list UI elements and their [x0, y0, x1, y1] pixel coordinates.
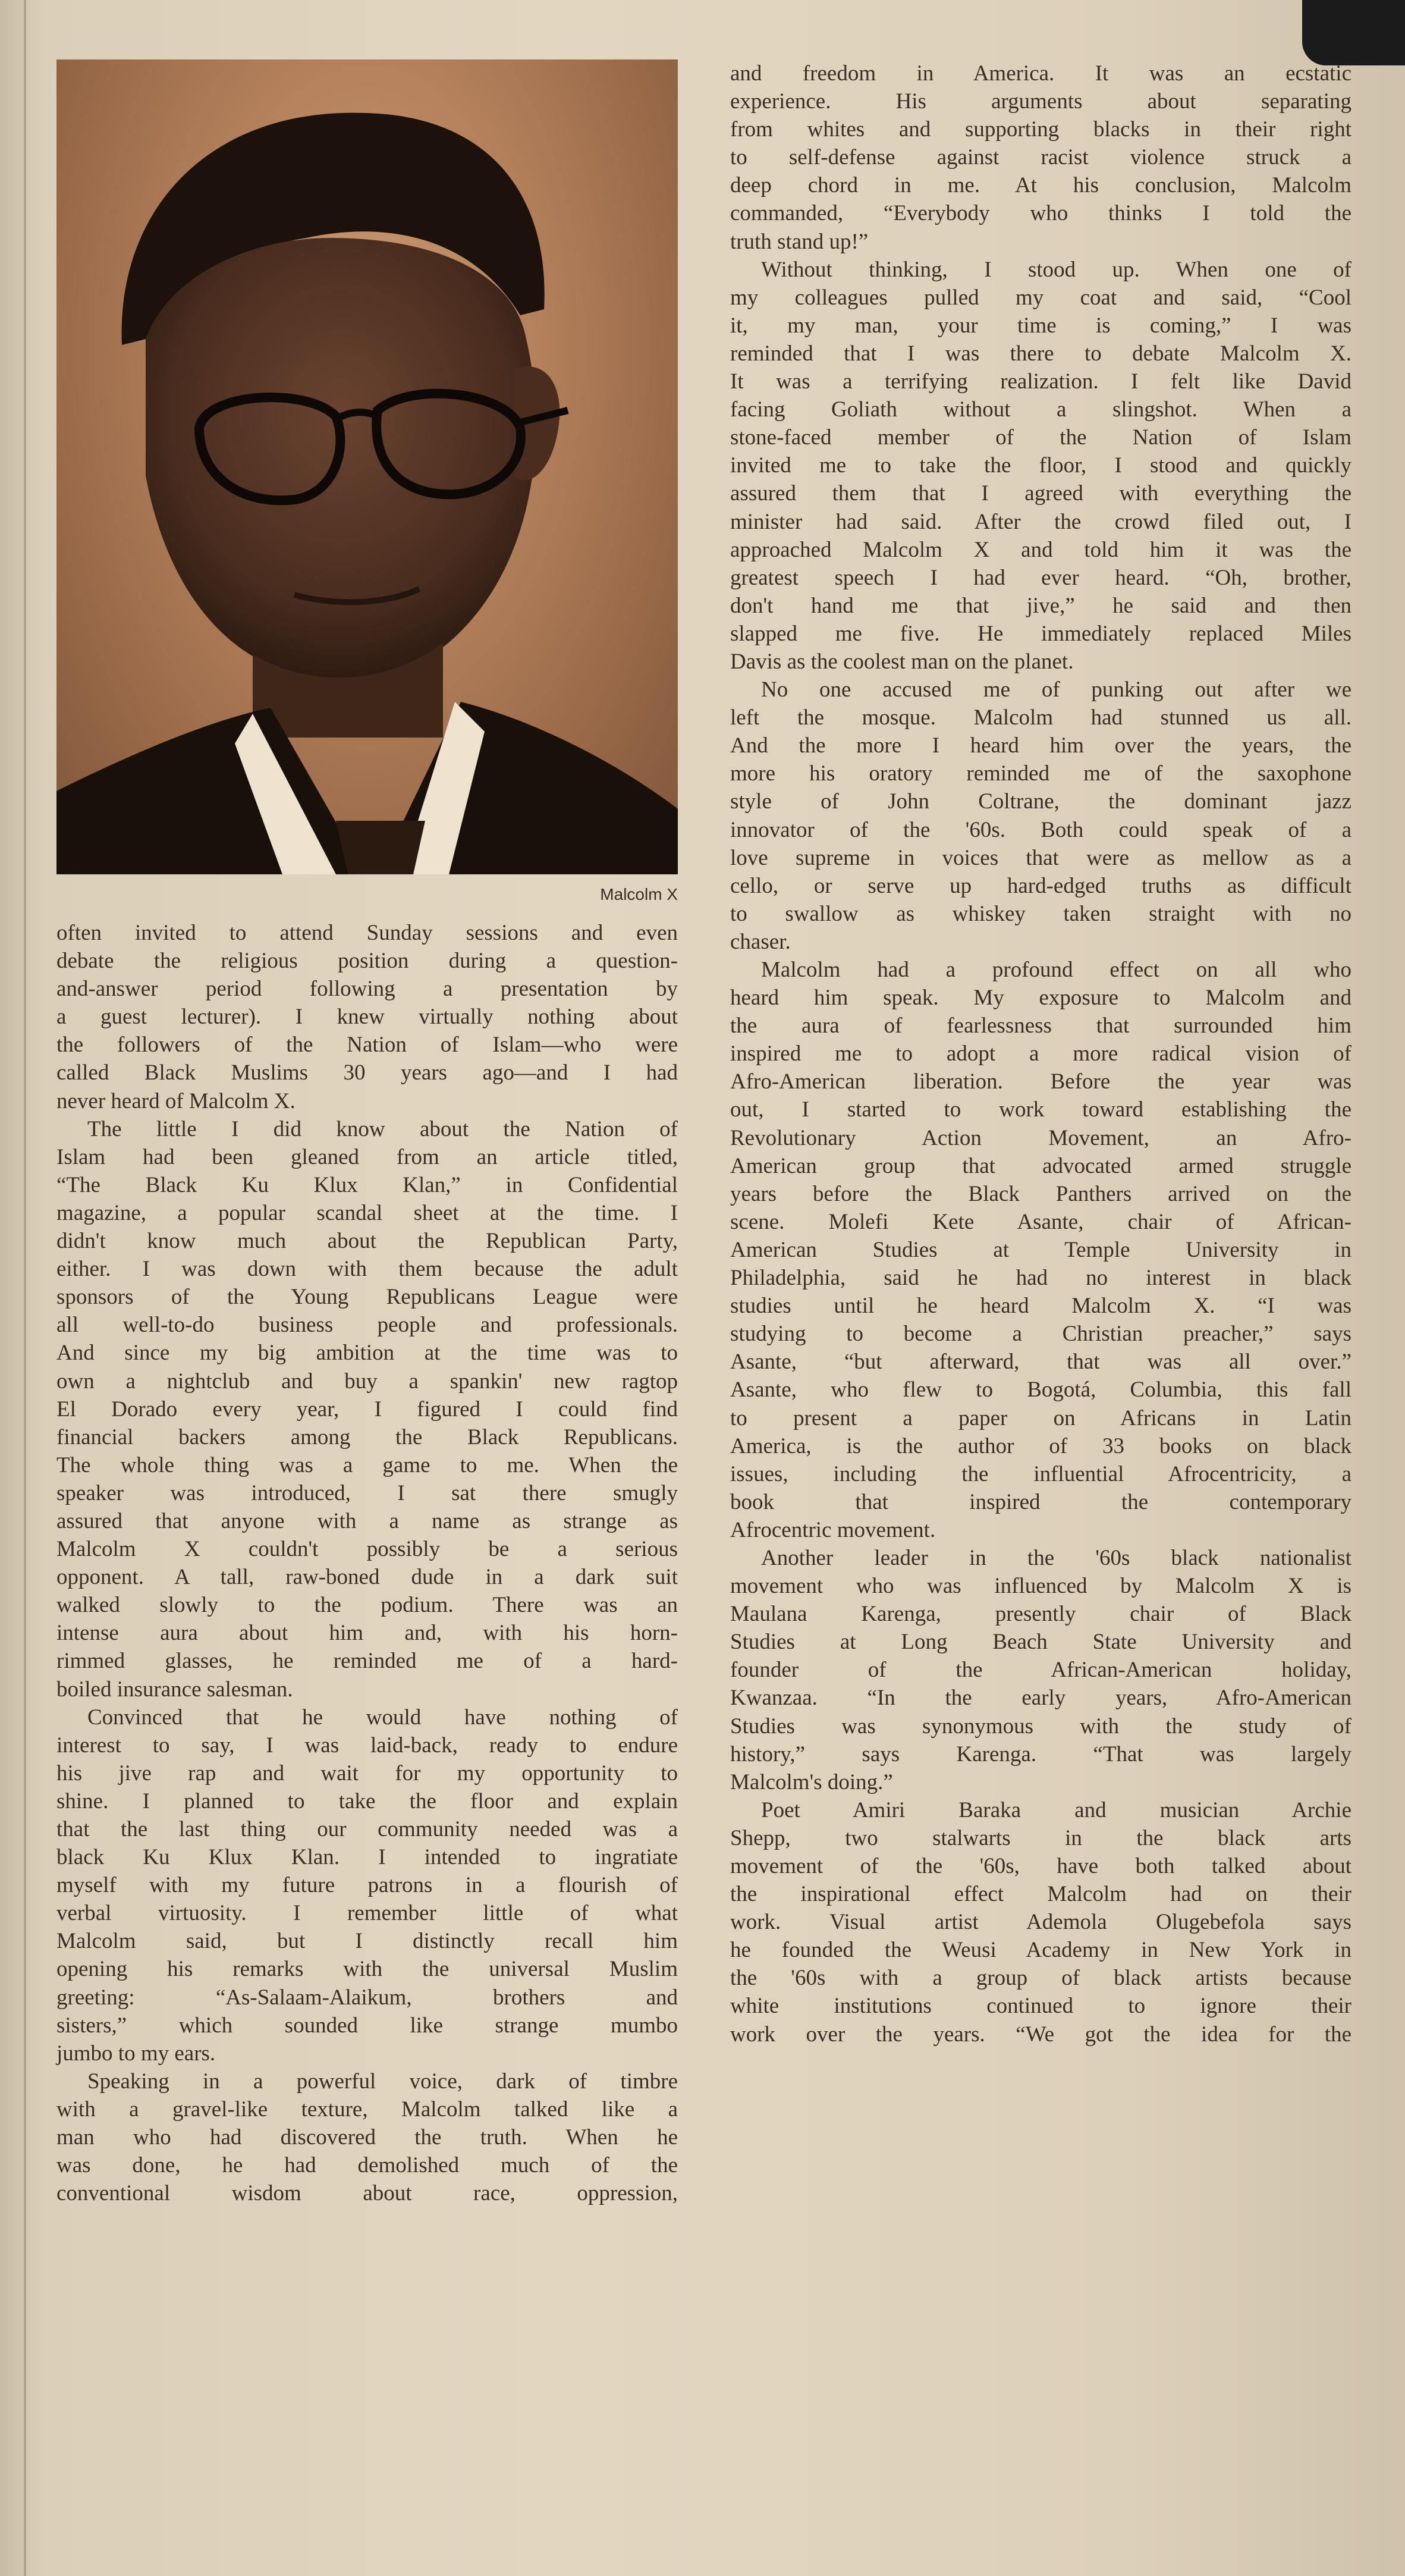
text-line: heard him speak. My exposure to Malcolm and	[730, 986, 1351, 1011]
text-line: deep chord in me. At his conclusion, Malcolm	[730, 173, 1351, 198]
text-line: sponsors of the Young Republicans League were	[56, 1285, 678, 1310]
text-line: Kwanzaa. “In the early years, Afro-American	[730, 1686, 1351, 1711]
text-line: he founded the Weusi Academy in New York in	[730, 1938, 1351, 1963]
text-line: was done, he had demolished much of the	[56, 2153, 678, 2178]
text-line: history,” says Karenga. “That was largely	[730, 1742, 1351, 1767]
text-line: either. I was down with them because the adult	[56, 1257, 678, 1282]
text-line: Islam had been gleaned from an article titled,	[56, 1144, 678, 1169]
text-line: studying to become a Christian preacher,” says	[730, 1322, 1351, 1347]
text-line: work over the years. “We got the idea for the	[730, 2022, 1351, 2047]
text-line: didn't know much about the Republican Party,	[56, 1229, 678, 1254]
text-line: and freedom in America. It was an ecstatic	[730, 61, 1351, 86]
text-line: to self-defense against racist violence struck a	[730, 145, 1351, 170]
right-text-column	[730, 59, 1351, 2048]
text-line: speaker was introduced, I sat there smugly	[56, 1480, 678, 1505]
text-line: style of John Coltrane, the dominant jazz	[730, 789, 1351, 814]
text-line: Revolutionary Action Movement, an Afro-	[730, 1125, 1351, 1150]
text-line: boiled insurance salesman.	[56, 1677, 293, 1702]
text-line: Poet Amiri Baraka and musician Archie	[761, 1797, 1351, 1822]
text-line: The little I did know about the Nation of	[87, 1116, 678, 1141]
text-line: experience. His arguments about separating	[730, 89, 1351, 114]
page-gutter-shadow	[24, 0, 26, 2576]
text-line: reminded that I was there to debate Malcolm X.	[730, 341, 1351, 366]
text-line: a guest lecturer). I knew virtually nothing about	[56, 1005, 678, 1030]
text-line: Maulana Karenga, presently chair of Black	[730, 1602, 1351, 1627]
text-line: issues, including the influential Afrocentricity, a	[730, 1461, 1351, 1486]
text-line: Convinced that he would have nothing of	[87, 1705, 678, 1730]
corner-clip	[1302, 0, 1405, 65]
text-line: intense aura about him and, with his horn-	[56, 1621, 678, 1646]
text-line: work. Visual artist Ademola Olugebefola says	[730, 1910, 1351, 1935]
text-line: Studies at Long Beach State University and	[730, 1630, 1351, 1655]
text-line: jumbo to my ears.	[56, 2041, 216, 2066]
text-line: commanded, “Everybody who thinks I told the	[730, 201, 1351, 226]
text-line: assured them that I agreed with everything the	[730, 481, 1351, 506]
text-line: with a gravel-like texture, Malcolm talked like a	[56, 2097, 678, 2122]
text-line: movement who was influenced by Malcolm X is	[730, 1574, 1351, 1599]
text-line: cello, or serve up hard-edged truths as difficult	[730, 873, 1351, 898]
text-line: black Ku Klux Klan. I intended to ingratiate	[56, 1845, 678, 1870]
text-line: Davis as the coolest man on the planet.	[730, 649, 1074, 674]
text-line: slapped me five. He immediately replaced Miles	[730, 621, 1351, 646]
text-line: Malcolm's doing.”	[730, 1769, 893, 1794]
text-line: Malcolm had a profound effect on all who	[761, 958, 1351, 982]
text-line: inspired me to adopt a more radical vision of	[730, 1041, 1351, 1066]
text-line: book that inspired the contemporary	[730, 1489, 1351, 1514]
text-line: left the mosque. Malcolm had stunned us all.	[730, 705, 1351, 730]
text-line: And since my big ambition at the time was to	[56, 1341, 678, 1366]
text-line: American Studies at Temple University in	[730, 1237, 1351, 1262]
text-line: greeting: “As-Salaam-Alaikum, brothers and	[56, 1985, 678, 2010]
text-line: debate the religious position during a question-	[56, 949, 678, 974]
text-line: America, is the author of 33 books on black	[730, 1433, 1351, 1458]
text-line: never heard of Malcolm X.	[56, 1088, 296, 1113]
text-line: El Dorado every year, I figured I could find	[56, 1397, 678, 1422]
text-line: the inspirational effect Malcolm had on their	[730, 1882, 1351, 1907]
text-line: the followers of the Nation of Islam—who were	[56, 1033, 678, 1058]
text-line: founder of the African-American holiday,	[730, 1658, 1351, 1683]
text-line: Asante, who flew to Bogotá, Columbia, this fall	[730, 1378, 1351, 1402]
text-line: facing Goliath without a slingshot. When a	[730, 397, 1351, 422]
text-line: his jive rap and wait for my opportunity to	[56, 1761, 678, 1786]
text-line: it, my man, your time is coming,” I was	[730, 313, 1351, 338]
text-line: from whites and supporting blacks in their right	[730, 117, 1351, 142]
text-line: Asante, “but afterward, that was all over.”	[730, 1350, 1351, 1375]
text-line: “The Black Ku Klux Klan,” in Confidential	[56, 1172, 678, 1197]
text-line: chaser.	[730, 929, 791, 954]
text-line: Afro-American liberation. Before the year was	[730, 1069, 1351, 1094]
text-line: It was a terrifying realization. I felt like David	[730, 369, 1351, 394]
text-line: opponent. A tall, raw-boned dude in a dark suit	[56, 1565, 678, 1590]
text-line: and-answer period following a presentation by	[56, 977, 678, 1002]
text-line: years before the Black Panthers arrived on the	[730, 1181, 1351, 1206]
text-line: rimmed glasses, he reminded me of a hard-	[56, 1649, 678, 1674]
text-line: Studies was synonymous with the study of	[730, 1714, 1351, 1739]
text-line: Another leader in the '60s black nationalist	[761, 1545, 1351, 1570]
text-line: Speaking in a powerful voice, dark of timbre	[87, 2069, 678, 2094]
text-line: Shepp, two stalwarts in the black arts	[730, 1825, 1351, 1850]
text-line: own a nightclub and buy a spankin' new ragtop	[56, 1369, 678, 1394]
text-line: more his oratory reminded me of the saxophone	[730, 761, 1351, 786]
text-line: the aura of fearlessness that surrounded him	[730, 1014, 1351, 1038]
text-line: scene. Molefi Kete Asante, chair of African-	[730, 1209, 1351, 1234]
text-line: assured that anyone with a name as strange as	[56, 1508, 678, 1533]
portrait-illustration	[56, 59, 678, 874]
text-line: And the more I heard him over the years, the	[730, 733, 1351, 758]
text-line: shine. I planned to take the floor and explain	[56, 1789, 678, 1813]
text-line: Philadelphia, said he had no interest in black	[730, 1266, 1351, 1291]
text-line: Afrocentric movement.	[730, 1517, 936, 1542]
text-line: interest to say, I was laid-back, ready to endure	[56, 1733, 678, 1758]
text-line: my colleagues pulled my coat and said, “Cool	[730, 285, 1351, 310]
text-line: conventional wisdom about race, oppression,	[56, 2181, 678, 2206]
portrait-photo	[56, 59, 678, 874]
text-line: the '60s with a group of black artists because	[730, 1966, 1351, 1991]
text-line: The whole thing was a game to me. When the	[56, 1452, 678, 1477]
text-line: approached Malcolm X and told him it was the	[730, 537, 1351, 562]
text-line: truth stand up!”	[730, 229, 869, 254]
text-line: minister had said. After the crowd filed out, I	[730, 509, 1351, 534]
text-line: No one accused me of punking out after we	[761, 677, 1351, 702]
text-line: greatest speech I had ever heard. “Oh, brother,	[730, 565, 1351, 590]
text-line: often invited to attend Sunday sessions and even	[56, 921, 678, 945]
text-line: innovator of the '60s. Both could speak of a	[730, 817, 1351, 842]
text-line: out, I started to work toward establishing the	[730, 1097, 1351, 1122]
text-line: that the last thing our community needed was a	[56, 1817, 678, 1841]
text-line: walked slowly to the podium. There was an	[56, 1593, 678, 1618]
text-line: white institutions continued to ignore their	[730, 1994, 1351, 2019]
text-line: invited me to take the floor, I stood and quickly	[730, 453, 1351, 478]
text-line: Malcolm said, but I distinctly recall him	[56, 1929, 678, 1954]
text-line: to swallow as whiskey taken straight with no	[730, 901, 1351, 926]
text-line: all well-to-do business people and professionals.	[56, 1313, 678, 1338]
text-line: sisters,” which sounded like strange mumbo	[56, 2013, 678, 2038]
text-line: studies until he heard Malcolm X. “I was	[730, 1294, 1351, 1319]
text-line: Malcolm X couldn't possibly be a serious	[56, 1537, 678, 1562]
text-line: stone-faced member of the Nation of Islam	[730, 425, 1351, 450]
text-line: financial backers among the Black Republicans.	[56, 1425, 678, 1449]
text-line: verbal virtuosity. I remember little of what	[56, 1901, 678, 1926]
text-line: Without thinking, I stood up. When one of	[761, 257, 1351, 282]
text-line: magazine, a popular scandal sheet at the time. I	[56, 1200, 678, 1225]
text-line: to present a paper on Africans in Latin	[730, 1405, 1351, 1430]
text-line: opening his remarks with the universal Muslim	[56, 1957, 678, 1982]
photo-caption: Malcolm X	[600, 885, 678, 903]
text-line: don't hand me that jive,” he said and then	[730, 593, 1351, 618]
text-line: myself with my future patrons in a flourish of	[56, 1873, 678, 1898]
left-text-column	[56, 919, 678, 2207]
text-line: love supreme in voices that were as mellow as a	[730, 845, 1351, 870]
text-line: American group that advocated armed struggle	[730, 1153, 1351, 1178]
text-line: called Black Muslims 30 years ago—and I had	[56, 1060, 678, 1085]
text-line: movement of the '60s, have both talked about	[730, 1854, 1351, 1878]
text-line: man who had discovered the truth. When he	[56, 2125, 678, 2150]
